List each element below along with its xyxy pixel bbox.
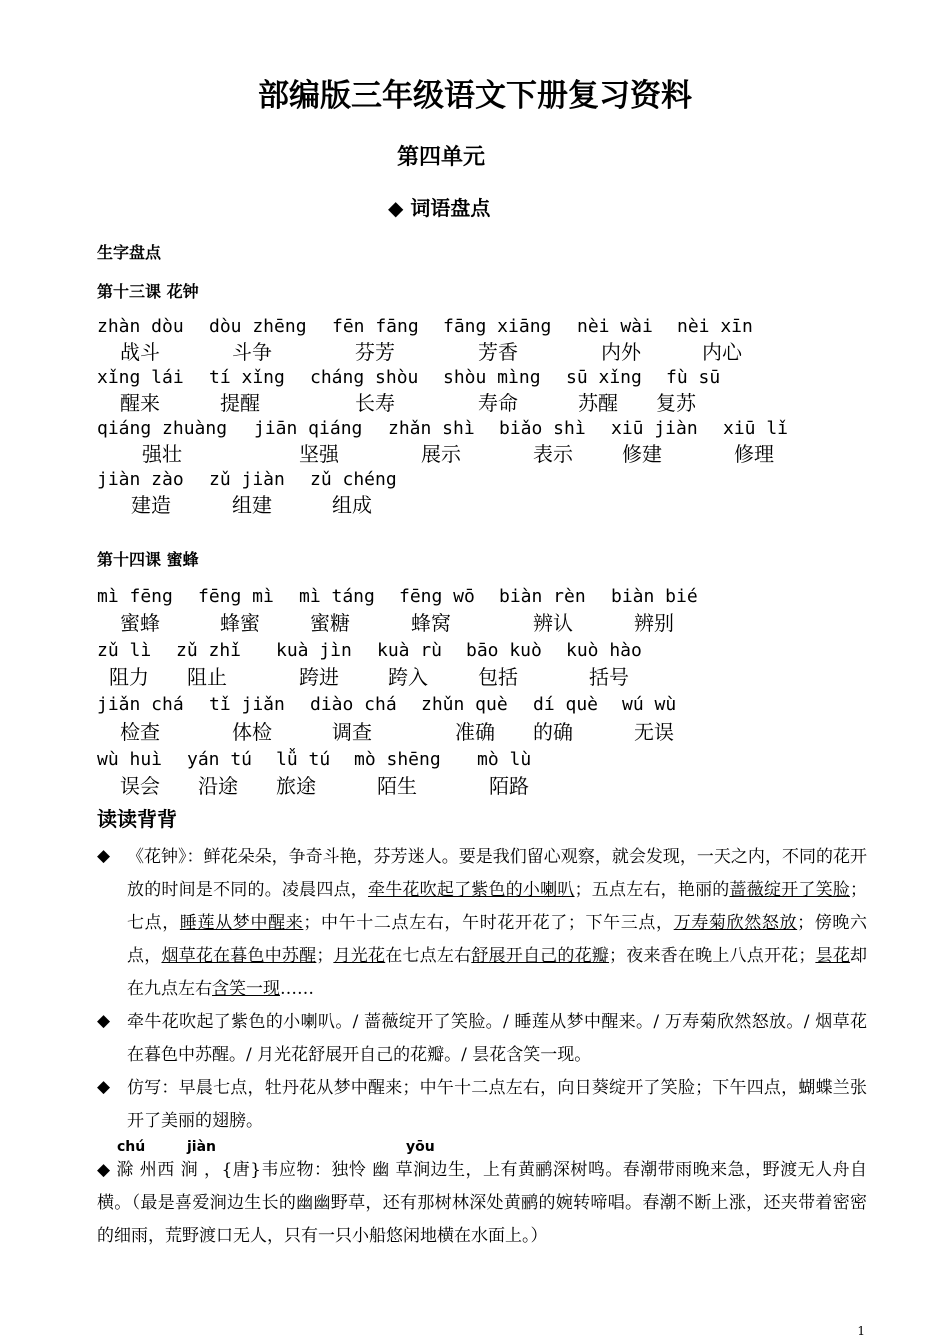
word: 的确 — [533, 720, 573, 744]
lesson13-pinyin-row-2 — [0, 367, 950, 389]
pinyin: fēng mì — [198, 586, 274, 607]
word: 内外 — [601, 340, 641, 364]
pinyin: mò lù — [477, 749, 532, 770]
word: 修建 — [622, 442, 662, 466]
text: 却在九点左右 — [127, 946, 868, 999]
pinyin: zhǔn què — [421, 694, 508, 715]
word: 包括 — [478, 665, 518, 689]
word: 阻力 — [109, 665, 149, 689]
word: 寿命 — [478, 391, 518, 415]
pinyin: qiáng zhuàng — [97, 418, 228, 439]
lesson14-word-row-3 — [0, 720, 950, 744]
pinyin: jiàn zào — [97, 469, 184, 490]
text: ；夜来香在晚上八点开花； — [609, 946, 816, 966]
pinyin: bāo kuò — [466, 640, 542, 661]
pinyin: zǔ jiàn — [209, 469, 285, 490]
pinyin: kuà jìn — [276, 640, 352, 661]
reading-paragraph-sentences: 牵牛花吹起了紫色的小喇叭。/ 蔷薇绽开了笑脸。/ 睡莲从梦中醒来。/ 万寿菊欣然怒放。/ 烟草花在暮色中苏醒。/ 月光花舒展开自己的花瓣。/ 昙花含笑一现。 — [127, 1012, 867, 1065]
bullet-icon: ◆ — [97, 1011, 111, 1031]
word: 检查 — [120, 720, 160, 744]
page-number: 1 — [857, 1324, 865, 1338]
section-title: ◆ 词语盘点 — [388, 196, 491, 220]
word: 跨进 — [299, 665, 339, 689]
pinyin: jiǎn chá — [97, 694, 184, 715]
pinyin: tǐ jiǎn — [209, 694, 285, 715]
pinyin: kuà rù — [377, 640, 443, 661]
word: 蜜蜂 — [120, 611, 160, 635]
pinyin: nèi xīn — [677, 316, 753, 337]
pinyin: zǔ chéng — [310, 469, 397, 490]
pinyin: mò shēng — [354, 749, 441, 770]
text: 《花钟》：鲜花朵朵，争奇斗艳，芬芳迷人。要是我们留心观察，就会发现，一天之内，不同的花开放的时间是不同的。凌晨四点， — [127, 847, 867, 900]
word: 跨入 — [388, 665, 428, 689]
word: 辨认 — [533, 611, 573, 635]
lesson14-word-row-4 — [0, 774, 950, 798]
pinyin: wú wù — [622, 694, 677, 715]
lesson13-pinyin-row-4 — [0, 469, 950, 491]
word: 苏醒 — [578, 391, 618, 415]
pinyin: jiàn — [187, 1139, 217, 1155]
lesson13-pinyin-row-3 — [0, 418, 950, 440]
word: 蜜糖 — [310, 611, 350, 635]
underlined-text: 昙花 — [815, 946, 851, 966]
pinyin: fēn fāng — [332, 316, 419, 337]
text: ；五点左右，艳丽的 — [574, 880, 730, 900]
lesson-13-title: 第十三课 花钟 — [97, 282, 199, 301]
word: 表示 — [533, 442, 573, 466]
lesson13-word-row-3 — [0, 442, 950, 466]
pinyin: dí què — [533, 694, 599, 715]
lesson14-pinyin-row-2 — [0, 640, 950, 662]
bullet-icon: ◆ — [97, 1077, 111, 1097]
poem-paragraph: ◆ 滁 州西 涧 ，{唐}韦应物：独怜 幽 草涧边生，上有黄鹂深树鸣。春潮带雨晚来急，野渡无人舟自横。（最是喜爱涧边生长的幽幽野草，还有那树林深处黄鹂的婉转啼唱。春潮不断上涨，还夹带着密密的细雨，荒野渡口无人，只有一只小船悠闲地横在水面上。） — [97, 1160, 867, 1246]
document-title: 部编版三年级语文下册复习资料 — [258, 78, 692, 114]
pinyin: kuò hào — [566, 640, 642, 661]
pinyin: mì fēng — [97, 586, 173, 607]
pinyin: fēng wō — [399, 586, 475, 607]
pinyin: xiū lǐ — [723, 418, 789, 439]
pinyin: chú — [117, 1139, 146, 1155]
word: 误会 — [120, 774, 160, 798]
reading-paragraph-flower-clock — [127, 841, 867, 1006]
word: 展示 — [421, 442, 461, 466]
word: 坚强 — [299, 442, 339, 466]
text: ；七点， — [127, 880, 868, 933]
underlined-text: 睡莲从梦中醒来 — [179, 913, 304, 933]
word: 芬芳 — [355, 340, 395, 364]
word: 强壮 — [142, 442, 182, 466]
lesson14-word-row-2 — [0, 665, 950, 689]
pinyin: dòu zhēng — [209, 316, 307, 337]
pinyin: diào chá — [310, 694, 397, 715]
lesson14-word-row-1 — [0, 611, 950, 635]
reading-paragraph-imitation: 仿写：早晨七点，牡丹花从梦中醒来；中午十二点左右，向日葵绽开了笑脸；下午四点，蝴蝶兰张开了美丽的翅膀。 — [127, 1078, 867, 1131]
lesson13-word-row-1 — [0, 340, 950, 364]
lesson14-pinyin-row-1 — [0, 586, 950, 608]
word: 蜂窝 — [411, 611, 451, 635]
lesson13-pinyin-row-1 — [0, 316, 950, 338]
word: 准确 — [455, 720, 495, 744]
pinyin: nèi wài — [577, 316, 653, 337]
pinyin: biàn bié — [611, 586, 698, 607]
bullet-icon: ◆ — [97, 846, 111, 866]
word: 醒来 — [120, 391, 160, 415]
pinyin: shòu mìng — [443, 367, 541, 388]
vocab-subheading: 生字盘点 — [97, 243, 162, 262]
lesson14-pinyin-row-4 — [0, 749, 950, 771]
pinyin: xiū jiàn — [611, 418, 698, 439]
pinyin: zhǎn shì — [388, 418, 475, 439]
pinyin: mì táng — [299, 586, 375, 607]
pinyin: wù huì — [97, 749, 163, 770]
word: 体检 — [232, 720, 272, 744]
unit-title: 第四单元 — [397, 145, 486, 170]
word: 提醒 — [220, 391, 260, 415]
word: 旅途 — [276, 774, 316, 798]
underlined-text: 蔷薇绽开了笑脸 — [729, 880, 851, 900]
underlined-text: 牵牛花吹起了紫色的小喇叭 — [368, 880, 575, 900]
pinyin: tí xǐng — [209, 367, 285, 388]
pinyin: zǔ lì — [97, 640, 152, 661]
word: 战斗 — [120, 340, 160, 364]
text: …… — [280, 979, 314, 999]
word: 组成 — [332, 493, 372, 517]
word: 长寿 — [355, 391, 395, 415]
text: 在七点左右 — [385, 946, 472, 966]
lesson13-word-row-2 — [0, 391, 950, 415]
underlined-text: 万寿菊欣然怒放 — [673, 913, 798, 933]
underlined-text: 舒展开自己的花瓣 — [471, 946, 610, 966]
pinyin: zhàn dòu — [97, 316, 184, 337]
word: 调查 — [332, 720, 372, 744]
pinyin: sū xǐng — [566, 367, 642, 388]
pinyin: xǐng lái — [97, 367, 184, 388]
word: 复苏 — [656, 391, 696, 415]
pinyin: yōu — [406, 1139, 435, 1155]
lesson-14-title: 第十四课 蜜蜂 — [97, 550, 199, 569]
lesson14-pinyin-row-3 — [0, 694, 950, 716]
word: 辨别 — [634, 611, 674, 635]
word: 蜂蜜 — [220, 611, 260, 635]
underlined-text: 月光花 — [333, 946, 386, 966]
word: 阻止 — [187, 665, 227, 689]
lesson13-word-row-4 — [0, 493, 950, 517]
word: 陌路 — [489, 774, 529, 798]
word: 斗争 — [232, 340, 272, 364]
pinyin: cháng shòu — [310, 367, 419, 388]
pinyin: zǔ zhǐ — [176, 640, 242, 661]
reading-subheading: 读读背背 — [97, 807, 177, 831]
word: 陌生 — [377, 774, 417, 798]
pinyin: fù sū — [666, 367, 721, 388]
word: 无误 — [634, 720, 674, 744]
word: 修理 — [734, 442, 774, 466]
text: ； — [316, 946, 334, 966]
word: 芳香 — [478, 340, 518, 364]
pinyin: lǚ tú — [276, 749, 331, 770]
word: 括号 — [589, 665, 629, 689]
pinyin: biǎo shì — [499, 418, 586, 439]
pinyin: biàn rèn — [499, 586, 586, 607]
word: 组建 — [232, 493, 272, 517]
word: 内心 — [702, 340, 742, 364]
pinyin: yán tú — [187, 749, 253, 770]
text: ；傍晚六点， — [127, 913, 868, 966]
pinyin: jiān qiáng — [254, 418, 363, 439]
word: 建造 — [131, 493, 171, 517]
underlined-text: 含笑一现 — [212, 979, 280, 999]
pinyin: fāng xiāng — [443, 316, 552, 337]
underlined-text: 烟草花在暮色中苏醒 — [161, 946, 317, 966]
word: 沿途 — [198, 774, 238, 798]
text: ；中午十二点左右，午时花开花了；下午三点， — [303, 913, 674, 933]
